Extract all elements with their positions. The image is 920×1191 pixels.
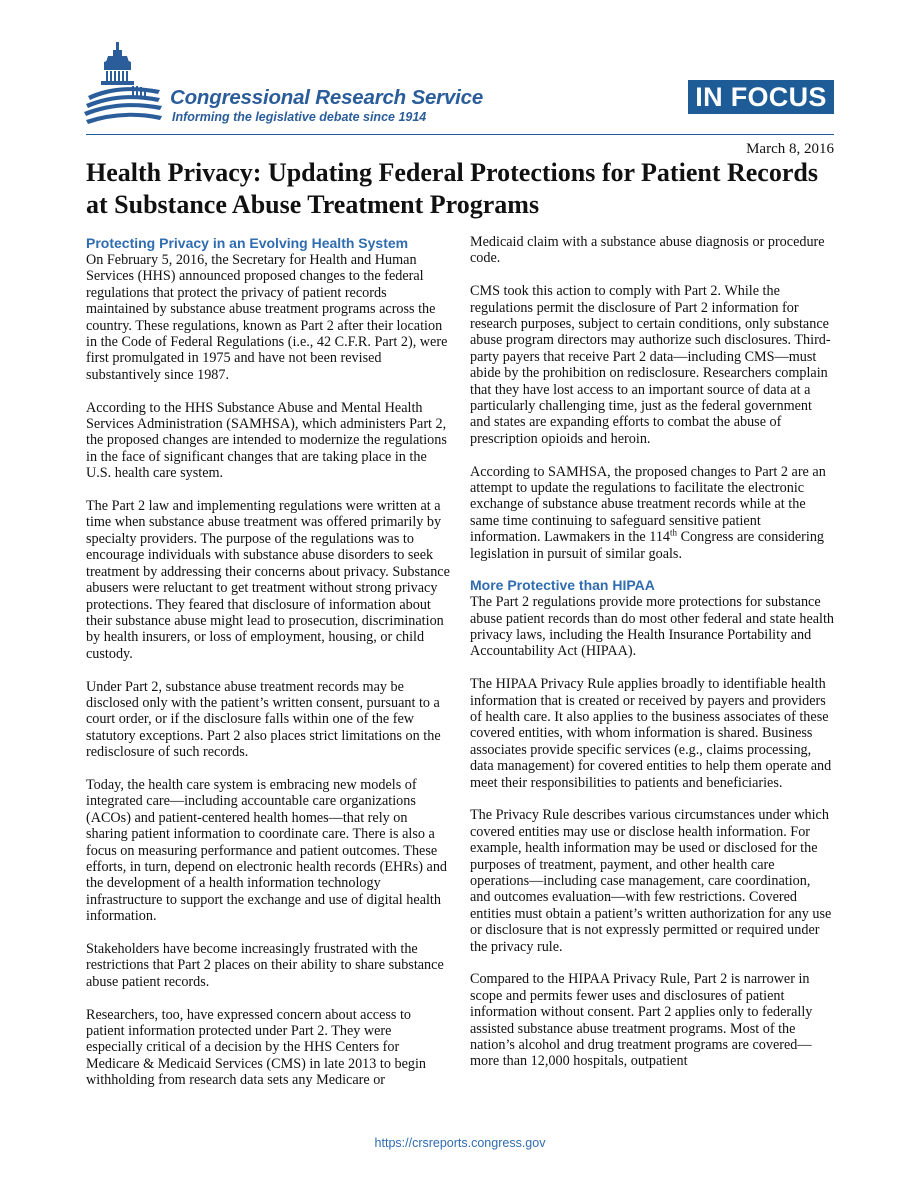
paragraph-114th-congress: According to SAMHSA, the proposed changes to Part 2 are an attempt to update the regulations to facilitate the electronic exchange of substance abuse treatment records while at the same time continuing to safeguard sensitive patient information. Lawmakers in the 114th Congress are considering legislation in pursuit of similar goals. (470, 463, 826, 562)
paragraph: Stakeholders have become increasingly frustrated with the restrictions that Part 2 places on their ability to share substance abuse patient records. (86, 940, 444, 990)
paragraph: The HIPAA Privacy Rule applies broadly to identifiable health information that is created or received by payers and providers of health care. It also applies to the business associates of these covered entities, with whom information is shared. Business associates provide specific services (e.g., claims processing, data management) for covered entities to help them operate and meet their responsibilities to patients and beneficiaries. (470, 676, 832, 791)
paragraph: CMS took this action to comply with Part 2. While the regulations permit the disclosure of Part 2 information for research purposes, subject to certain conditions, only substance abuse program directors may authorize such disclosures. Third-party payers that receive Part 2 data—including CMS—must abide by the prohibition on redisclosure. Researchers complain that they have lost access to an important source of data at a particularly challenging time, just as the federal government and states are expanding efforts to combat the abuse of prescription opioids and heroin. (470, 283, 831, 447)
paragraph: Under Part 2, substance abuse treatment records may be disclosed only with the patient’s written consent, pursuant to a court order, or if the disclosure falls within one of the few statutory exceptions. Part 2 also places strict limitations on the redisclosure of such records. (86, 678, 441, 761)
paragraph: The Privacy Rule describes various circumstances under which covered entities may use or disclose health information. For example, health information may be used or disclosed for the purposes of treatment, payment, and other health care operations—including case management, care coordination, and outcomes evaluation—with few restrictions. Covered entities must obtain a patient’s written authorization for any use or disclosure that is not expressly permitted or required under the privacy rule. (470, 807, 832, 955)
section-heading-protecting-privacy: Protecting Privacy in an Evolving Health System (86, 235, 409, 251)
page-header (0, 0, 920, 157)
section-heading-more-protective: More Protective than HIPAA (470, 577, 655, 594)
paragraph: Medicaid claim with a substance abuse diagnosis or procedure code. (470, 234, 825, 267)
paragraph: According to the HHS Substance Abuse and Mental Health Services Administration (SAMHSA), which administers Part 2, the proposed changes are intended to modernize the regulations in the face of significant changes that are taking place in the U.S. health care system. (86, 399, 447, 482)
paragraph: Researchers, too, have expressed concern about access to patient information protected under Part 2. They were especially critical of a decision by the HHS Centers for Medicare & Medicaid Services (CMS) in late 2013 to begin withholding from research data sets any Medicare or (86, 1006, 427, 1089)
header-divider (86, 134, 834, 135)
capitol-dome-logo-icon (84, 40, 164, 130)
paragraph: The Part 2 law and implementing regulations were written at a time when substance abuse treatment was offered primarily by specialty providers. The purpose of the regulations was to encourage individuals with substance abuse disorders to seek treatment by addressing their concerns about privacy. Substance abusers were reluctant to get treatment without strong privacy protections. They feared that disclosure of information about their substance abuse might lead to prosecution, discrimination by health insurers, or loss of employment, housing, or child custody. (86, 498, 450, 662)
paragraph: Compared to the HIPAA Privacy Rule, Part 2 is narrower in scope and permits fewer uses and disclosures of patient information without consent. Part 2 applies only to federally assisted substance abuse treatment programs. Most of the nation’s alcohol and drug treatment programs are covered—more than 12,000 hospitals, outpatient (470, 971, 813, 1070)
paragraph: On February 5, 2016, the Secretary for Health and Human Services (HHS) announced proposed changes to the federal regulations that protect the privacy of patient records maintained by substance abuse treatment programs across the country. These regulations, known as Part 2 after their location in the Code of Federal Regulations (i.e., 42 C.F.R. Part 2), were first promulgated in 1975 and have not been revised substantively since 1987. (86, 252, 448, 383)
left-column (86, 234, 450, 1089)
paragraph: Today, the health care system is embracing new models of integrated care—including accountable care organizations (ACOs) and patient-centered health homes—that rely on sharing patient information to coordinate care. There is also a focus on measuring performance and patient outcomes. These efforts, in turn, depend on electronic health records (EHRs) and the development of a health information technology infrastructure to support the exchange and use of digital health information. (86, 776, 448, 925)
org-tagline: Informing the legislative debate since 1914 (172, 110, 427, 124)
page-title: Health Privacy: Updating Federal Protections for Patient Records at Substance Abuse Treatment Programs (86, 158, 818, 219)
in-focus-badge: IN FOCUS (688, 80, 834, 114)
org-name: Congressional Research Service (170, 86, 484, 109)
right-column (470, 234, 834, 1070)
footer-url-link[interactable]: https://crsreports.congress.gov (374, 1136, 546, 1150)
publication-date: March 8, 2016 (746, 141, 834, 157)
paragraph: The Part 2 regulations provide more protections for substance abuse patient records than do most other federal and state health privacy laws, including the Health Insurance Portability and Accountability Act (HIPAA). (470, 594, 835, 660)
